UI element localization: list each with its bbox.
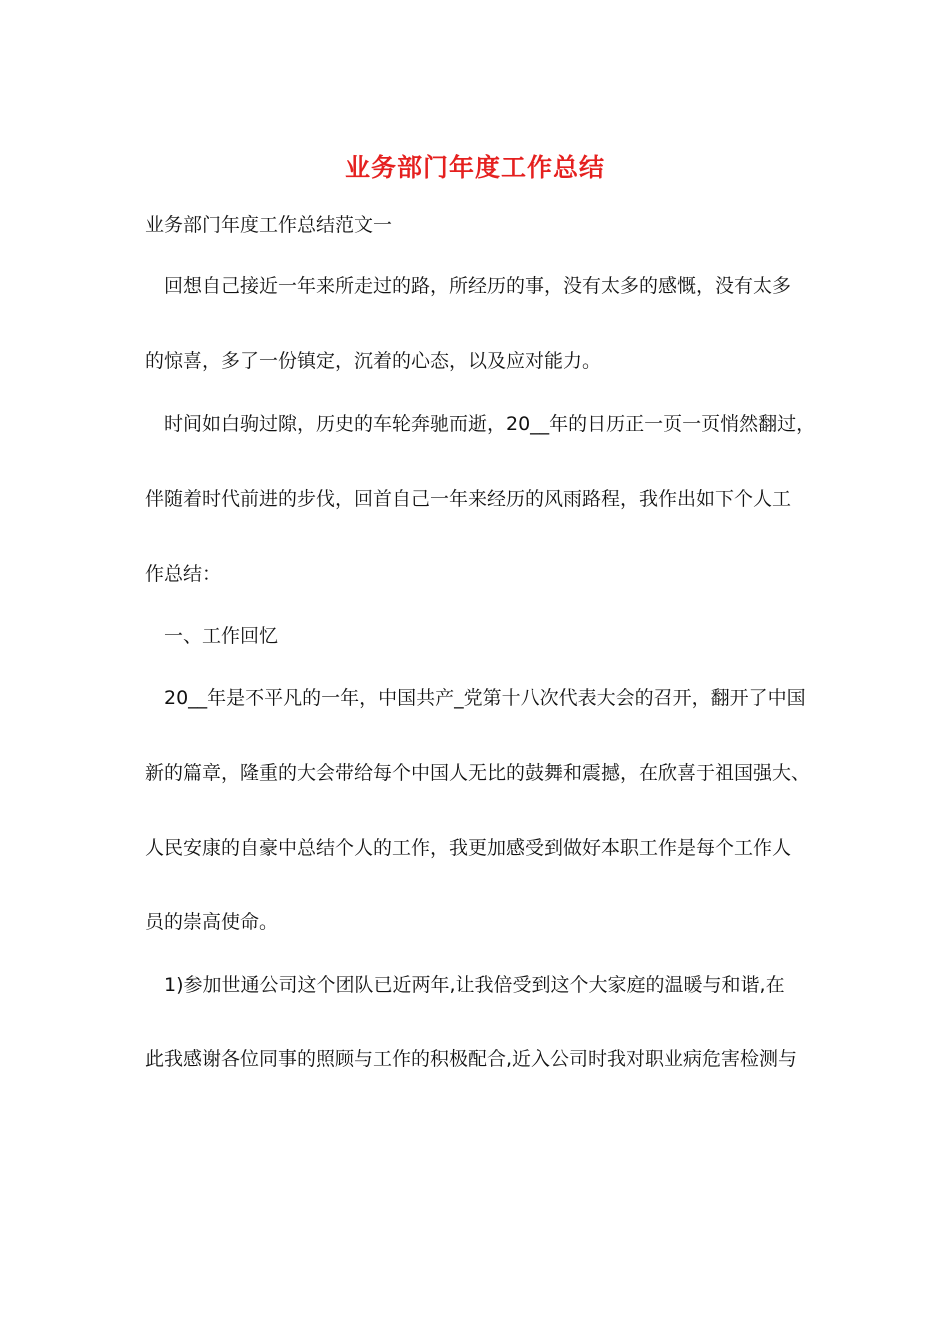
paragraph-line: 回想自己接近一年来所走过的路，所经历的事，没有太多的感慨，没有太多 <box>164 275 792 297</box>
document-title: 业务部门年度工作总结 <box>344 153 605 182</box>
paragraph-line: 此我感谢各位同事的照顾与工作的积极配合,近入公司时我对职业病危害检测与 <box>145 1048 798 1070</box>
paragraph-line: 的惊喜，多了一份镇定，沉着的心态，以及应对能力。 <box>145 350 602 372</box>
paragraph-line: 作总结： <box>145 563 222 585</box>
paragraph-line: 伴随着时代前进的步伐，回首自己一年来经历的风雨路程，我作出如下个人工 <box>145 488 792 510</box>
paragraph-line: 人民安康的自豪中总结个人的工作，我更加感受到做好本职工作是每个工作人 <box>145 837 792 859</box>
paragraph-line: 时间如白驹过隙，历史的车轮奔驰而逝，20__年的日历正一页一页悄然翻过， <box>164 413 816 435</box>
paragraph-line: 1)参加世通公司这个团队已近两年,让我倍受到这个大家庭的温暖与和谐,在 <box>164 974 785 996</box>
paragraph-line: 新的篇章，隆重的大会带给每个中国人无比的鼓舞和震撼，在欣喜于祖国强大、 <box>145 762 811 784</box>
paragraph-line: 20__年是不平凡的一年，中国共产_党第十八次代表大会的召开，翻开了中国 <box>164 687 806 709</box>
paragraph-line: 员的崇高使命。 <box>145 911 279 933</box>
section-heading: 一、工作回忆 <box>164 625 279 647</box>
document-subtitle: 业务部门年度工作总结范文一 <box>145 214 393 236</box>
